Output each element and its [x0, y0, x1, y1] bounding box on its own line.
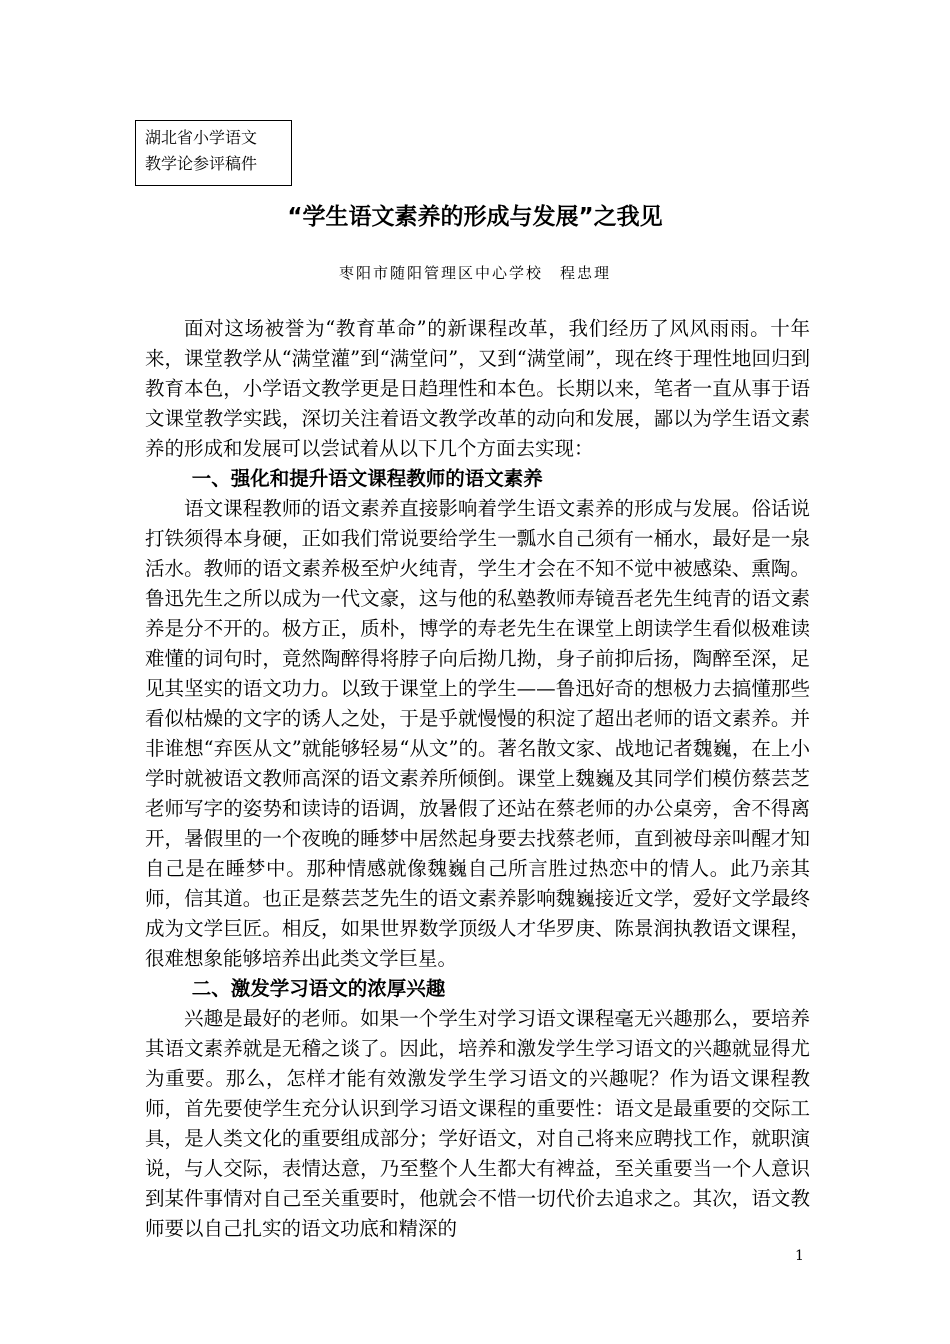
review-stamp-box: [135, 120, 292, 186]
section-1-paragraph: 语文课程教师的语文素养直接影响着学生语文素养的形成与发展。俗话说打铁须得本身硬，正如我们常说要给学生一瓢水自己须有一桶水，最好是一泉活水。教师的语文素养极至炉火纯青，学生才会在不知不觉中被感染、熏陶。鲁迅先生之所以成为一代文豪，这与他的私塾教师寿镜吾老先生纯青的语文素养是分不开的。极方正，质朴，博学的寿老先生在课堂上朗读学生看似极难读难懂的词句时，竟然陶醉得将脖子向后拗几拗，身子前抑后扬，陶醉至深，足见其坚实的语文功力。以致于课堂上的学生——鲁迅好奇的想极力去搞懂那些看似枯燥的文字的诱人之处，于是乎就慢慢的积淀了超出老师的语文素养。并非谁想“弃医从文”就能够轻易“从文”的。著名散文家、战地记者魏巍，在上小学时就被语文教师高深的语文素养所倾倒。课堂上魏巍及其同学们模仿蔡芸芝老师写字的姿势和读诗的语调，放暑假了还站在蔡老师的办公桌旁，舍不得离开，暑假里的一个夜晚的睡梦中居然起身要去找蔡老师，直到被母亲叫醒才知自己是在睡梦中。那种情感就像魏巍自己所言胜过热恋中的情人。此乃亲其师，信其道。也正是蔡芸芝先生的语文素养影响魏巍接近文学，爱好文学最终成为文学巨匠。相反，如果世界数学顶级人才华罗庚、陈景润执教语文课程，很难想象能够培养出此类文学巨星。: [145, 497, 810, 970]
document-body: [145, 314, 810, 1244]
stamp-line-2: 教学论参评稿件: [145, 154, 258, 173]
author-line: 枣阳市随阳管理区中心学校 程忠理: [338, 264, 611, 282]
section-heading-1: 一、强化和提升语文课程教师的语文素养: [191, 467, 543, 490]
section-2-paragraph: 兴趣是最好的老师。如果一个学生对学习语文课程毫无兴趣那么，要培养其语文素养就是无稽之谈了。因此，培养和激发学生学习语文的兴趣就显得尤为重要。那么，怎样才能有效激发学生学习语文的兴趣呢？作为语文课程教师，首先要使学生充分认识到学习语文课程的重要性：语文是最重要的交际工具，是人类文化的重要组成部分；学好语文，对自己将来应聘找工作，就职演说，与人交际，表情达意，乃至整个人生都大有裨益，至关重要当一个人意识到某件事情对自己至关重要时，他就会不惜一切代价去追求之。其次，语文教师要以自己扎实的语文功底和精深的: [145, 1007, 810, 1240]
stamp-line-1: 湖北省小学语文: [145, 128, 258, 147]
intro-paragraph: 面对这场被誉为“教育革命”的新课程改革，我们经历了风风雨雨。十年来，课堂教学从“满堂灌”到“满堂问”，又到“满堂闹”，现在终于理性地回归到教育本色，小学语文教学更是日趋理性和本色。长期以来，笔者一直从事于语文课堂教学实践，深切关注着语文教学改革的动向和发展，鄙以为学生语文素养的形成和发展可以尝试着从以下几个方面去实现：: [145, 317, 810, 460]
page-number: 1: [795, 1248, 804, 1264]
section-heading-2: 二、激发学习语文的浓厚兴趣: [191, 977, 446, 1000]
document-title: “学生语文素养的形成与发展”之我见: [287, 204, 663, 230]
